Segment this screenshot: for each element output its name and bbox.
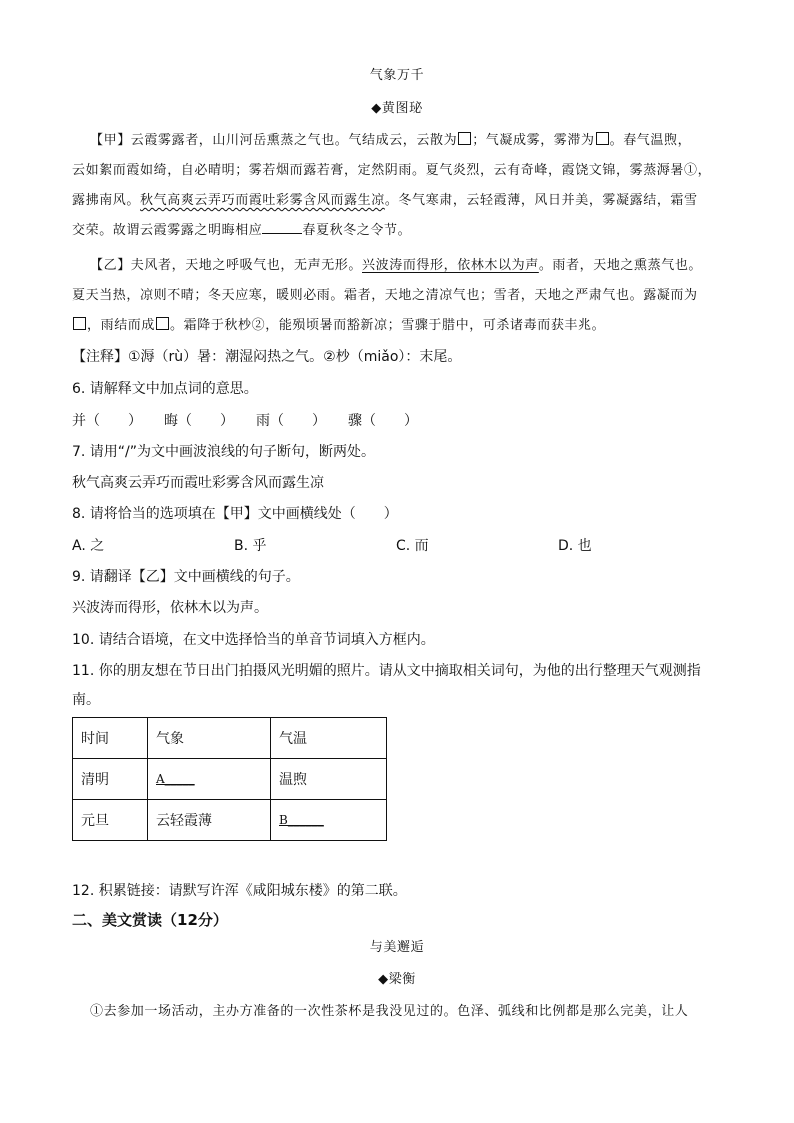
question-8-options (72, 536, 720, 556)
question-7: 7. 请用“/”为文中画波浪线的句子断句，断两处。 (72, 444, 376, 460)
question-12: 12. 积累链接：请默写许浑《咸阳城东楼》的第二联。 (72, 883, 407, 899)
table-row (73, 759, 387, 800)
question-10: 10. 请结合语境，在文中选择恰当的单音节词填入方框内。 (72, 632, 435, 648)
table-cell: 温煦 (271, 759, 387, 800)
fill-box (596, 132, 609, 145)
jia-line-3: 露拂南风。秋气高爽云弄巧而霞吐彩雾含风而露生凉。冬气寒肃，云轻霞薄，风日并美，雾凝露结，霜雪 (72, 193, 698, 208)
table-cell: 云轻霞薄 (148, 800, 271, 841)
answer-blank-b: B______ (271, 800, 387, 841)
table-header: 时间 (73, 718, 148, 759)
fill-box (156, 317, 169, 330)
fill-blank (262, 221, 302, 234)
jia-line-1: 【甲】云霞雾露者，山川河岳熏蒸之气也。气结成云，云散为 ；气凝成雾，雾滞为 。春气温煦， (90, 133, 692, 148)
section2-author: ◆梁衡 (378, 972, 416, 987)
jia-line-4: 交荣。故谓云霞雾露之明晦相应 春夏秋冬之令节。 (72, 223, 412, 238)
question-6: 6. 请解释文中加点词的意思。 (72, 381, 258, 397)
option-a: A. 之 (72, 538, 105, 554)
wavy-sentence: 秋气高爽云弄巧而霞吐彩雾含风而露生凉 (140, 193, 385, 208)
section-heading: 二、美文赏读（12分） (72, 911, 228, 929)
table-header: 气温 (271, 718, 387, 759)
fill-box (458, 132, 471, 145)
underlined-sentence: 兴波涛而得形，依林木以为声 (362, 258, 539, 273)
jia-line-2: 云如絮而霞如绮，自必晴明；雾若烟而露若膏，定然阴雨。夏气炎烈，云有奇峰，霞饶文锦，雾蒸溽暑①， (72, 163, 712, 178)
question-6-items: 并（ ） 晦（ ） 雨（ ） 骤（ ） (72, 413, 418, 429)
question-11-cont: 南。 (72, 692, 100, 708)
annotation-note: 【注释】①溽（rù）暑：潮湿闷热之气。②杪（miǎo）：末尾。 (72, 349, 462, 365)
question-9: 9. 请翻译【乙】文中画横线的句子。 (72, 569, 300, 585)
table-cell: 元旦 (73, 800, 148, 841)
question-11: 11. 你的朋友想在节日出门拍摄风光明媚的照片。请从文中摘取相关词句，为他的出行整理天气观测指 (72, 663, 701, 679)
table-header: 气象 (148, 718, 271, 759)
section2-title: 与美邂逅 (369, 940, 425, 955)
weather-guide-table (72, 717, 387, 841)
yi-line-3: ，雨结而成 。霜降于秋杪②，能殒顷暑而豁新凉；雪骤于腊中，可杀诸毒而获丰兆。 (72, 316, 605, 336)
yi-line-1: 【乙】夫风者，天地之呼吸气也，无声无形。兴波涛而得形，依林木以为声。雨者，天地之熏蒸气也。 (90, 258, 703, 273)
table-row (73, 800, 387, 841)
fill-box (73, 317, 86, 330)
option-d: D. 也 (558, 538, 592, 554)
option-b: B. 乎 (234, 538, 267, 554)
yi-line-2: 夏天当热，凉则不晴；冬天应寒，暖则必雨。霜者，天地之清凉气也；雪者，天地之严肃气也。露凝而为 (72, 288, 698, 303)
passage-title: 气象万千 (369, 68, 425, 83)
question-9-sentence: 兴波涛而得形，依林木以为声。 (72, 600, 268, 616)
option-c: C. 而 (396, 538, 429, 554)
table-cell: 清明 (73, 759, 148, 800)
question-7-sentence: 秋气高爽云弄巧而霞吐彩雾含风而露生凉 (72, 475, 324, 491)
section2-paragraph-1: ①去参加一场活动，主办方准备的一次性茶杯是我没见过的。色泽、弧线和比例都是那么完美，让人 (90, 1004, 689, 1019)
question-8: 8. 请将恰当的选项填在【甲】文中画横线处（ ） (72, 506, 398, 522)
table-header-row (73, 718, 387, 759)
answer-blank-a: A_____ (148, 759, 271, 800)
passage-author: ◆黄图珌 (371, 101, 423, 116)
